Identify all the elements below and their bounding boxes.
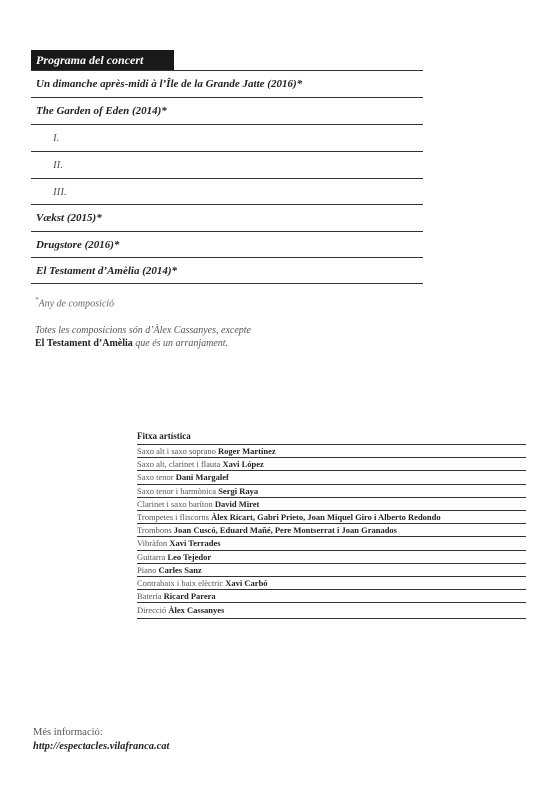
credit-name: Joan Cuscó, Eduard Mañé, Pere Montserrat i Joan Granados [173, 525, 397, 536]
credit-role: Saxo tenor [137, 472, 176, 483]
credit-name: Ricard Parera [163, 591, 216, 602]
credit-row [137, 590, 526, 603]
programme-list [31, 70, 423, 284]
credit-role: Piano [137, 564, 159, 575]
credit-name: Roger Martínez [217, 446, 276, 456]
credit-role: Direcció [137, 605, 169, 616]
arrangement-title: El Testament d’Amèlia [35, 338, 133, 349]
composition-year-note [35, 296, 114, 309]
fitxa-title: Fitxa artística [137, 430, 526, 445]
credit-role: Bateria [137, 591, 164, 602]
credit-name: Sergi Raya [218, 485, 259, 496]
programme-header: Programa del concert [31, 50, 174, 70]
credit-row [137, 445, 526, 458]
credit-name: Carles Sanz [158, 564, 202, 575]
credit-role: Saxo alt, clarinet i flauta [137, 459, 223, 470]
composer-line-2 [35, 337, 415, 350]
credit-row [137, 524, 526, 537]
credit-role: Clarinet i saxo baríton [137, 498, 215, 509]
credit-row [137, 551, 526, 564]
more-info [33, 726, 169, 754]
programme-item: El Testament d’Amèlia (2014)* [31, 257, 423, 284]
arrangement-note: que és un arranjament. [132, 338, 229, 349]
credit-role: Contrabaix i baix elèctric [137, 577, 226, 588]
credit-name: Àlex Cassanyes [168, 605, 225, 616]
credit-role: Saxo tenor i harmònica [137, 485, 219, 496]
credit-role: Saxo alt i saxo soprano [137, 446, 218, 456]
credit-name: Xavi Carbó [225, 577, 268, 588]
credit-name: David Miret [214, 498, 260, 509]
credit-name: Àlex Ricart, Gabri Prieto, Joan Miquel Giro i Alberto Redondo [211, 511, 441, 522]
credit-name: Xavi López [222, 459, 264, 470]
programme-movement: I. [31, 124, 423, 151]
credit-role: Guitarra [137, 551, 168, 562]
more-info-label: Més informació: [33, 727, 103, 738]
credit-row [137, 577, 526, 590]
programme-item: The Garden of Eden (2014)* [31, 97, 423, 124]
programme-movement: II. [31, 151, 423, 178]
credit-row [137, 537, 526, 550]
credit-name: Leo Tejedor [167, 551, 212, 562]
note-text: Any de composició [38, 298, 115, 310]
note-mark: * [35, 296, 39, 304]
programme-item: Drugstore (2016)* [31, 231, 423, 257]
credit-role: Trombons [137, 525, 174, 536]
composer-line: Totes les composicions són d’Àlex Cassanyes, excepte [35, 325, 251, 336]
credit-row [137, 458, 526, 471]
credit-row [137, 498, 526, 511]
credit-name: Dani Margalef [175, 472, 229, 483]
programme-movement: III. [31, 178, 423, 204]
fitxa-artistica [137, 430, 526, 619]
credit-row [137, 511, 526, 524]
credit-row [137, 485, 526, 498]
composer-credit [35, 324, 415, 350]
credit-row [137, 471, 526, 484]
credit-role: Trompetes i fliscorns [137, 511, 212, 522]
credit-role: Vibràfon [137, 538, 170, 549]
credit-row [137, 603, 526, 619]
credit-row [137, 564, 526, 577]
programme-item: Vækst (2015)* [31, 204, 423, 231]
more-info-link[interactable]: http://espectacles.vilafranca.cat [33, 741, 170, 752]
credit-name: Xavi Terrades [169, 538, 221, 549]
programme-item: Un dimanche après-midi à l’Île de la Grande Jatte (2016)* [31, 70, 423, 97]
